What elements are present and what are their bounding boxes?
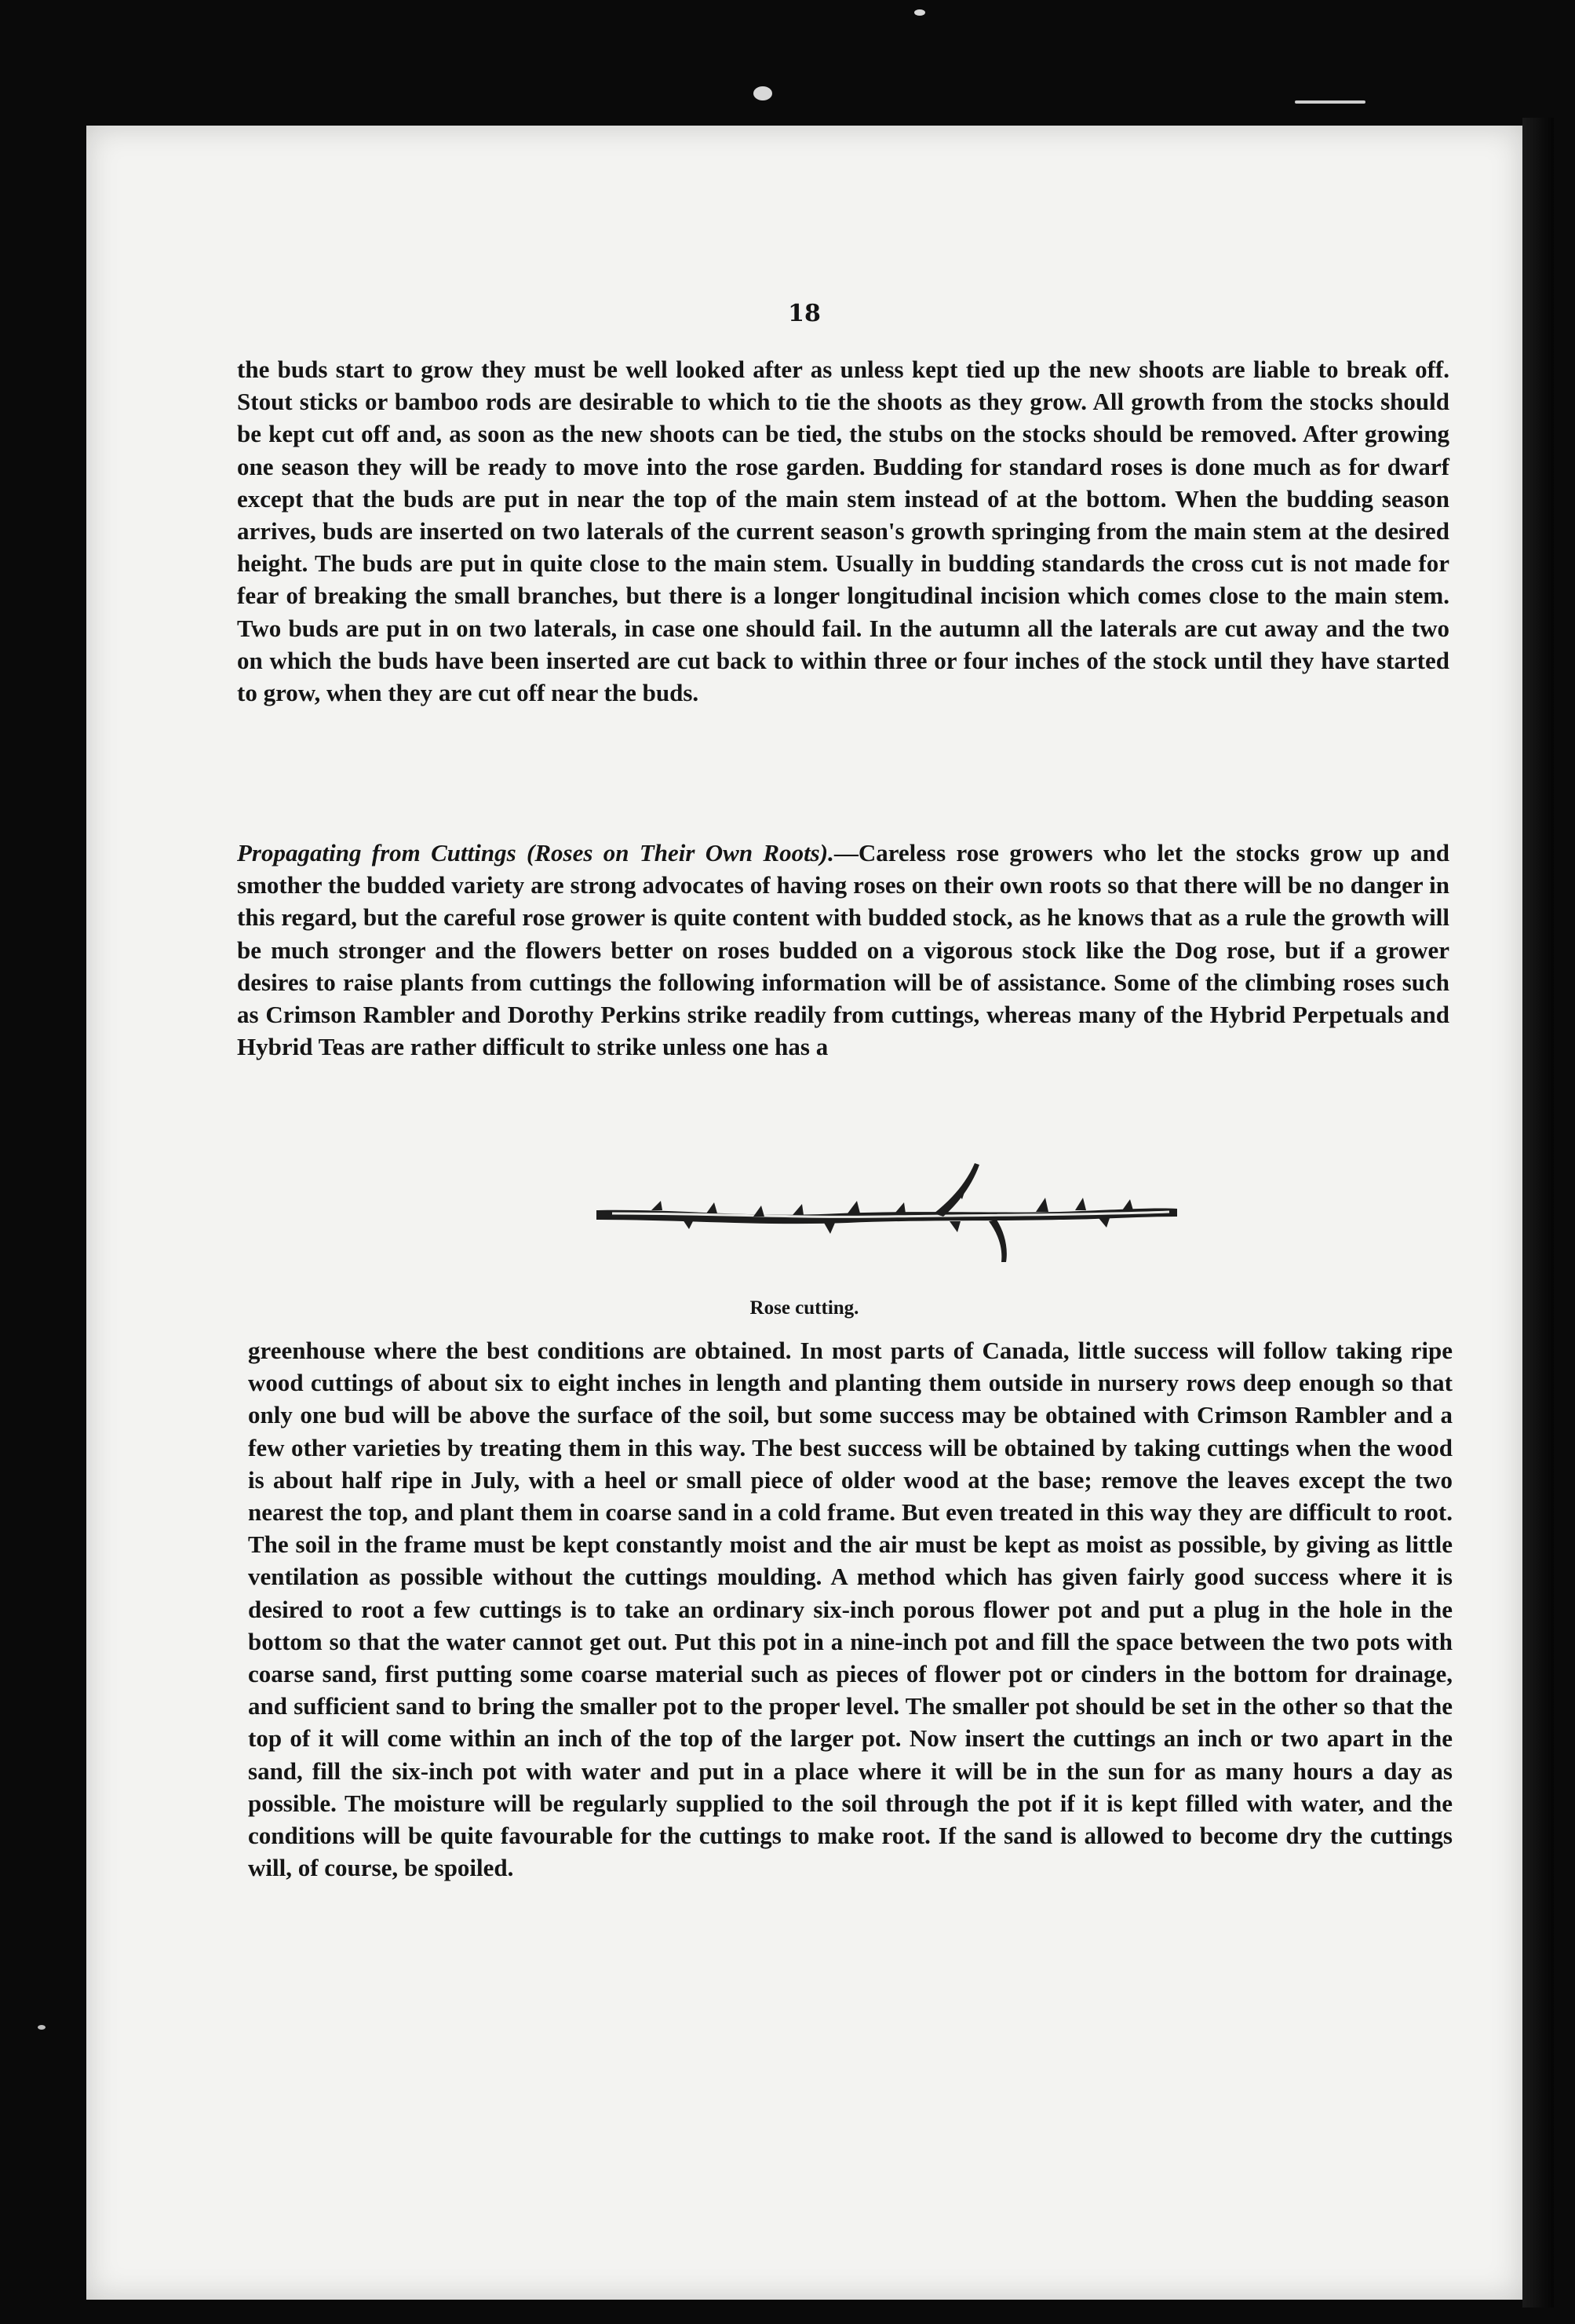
page-edge <box>1522 118 1554 2308</box>
book-page <box>86 126 1522 2300</box>
section-heading: Propagating from Cuttings (Roses on Their Own Roots). <box>237 839 834 866</box>
page-number: 18 <box>788 300 821 327</box>
scan-speck <box>1295 100 1365 104</box>
paragraph-propagating-cuttings <box>237 837 1449 1063</box>
scan-speck <box>38 2025 46 2030</box>
figure-caption: Rose cutting. <box>749 1297 859 1319</box>
paragraph-body: —Careless rose growers who let the stocks grow up and smother the budded variety are strong advocates of having roses on their own roots so that there will be no danger in this regard, but the careful rose grower is quite content with budded stock, as he knows that as a rule the growth will be much stronger and the flowers better on roses budded on a vigorous stock like the Dog rose, but if a grower desires to raise plants from cuttings the following information will be of assistance. Some of the climbing roses such as Crimson Rambler and Dorothy Perkins strike readily from cuttings, whereas many of the Hybrid Perpetuals and Hybrid Teas are rather difficult to strike unless one has a <box>237 839 1450 1061</box>
paragraph-budding-standards: the buds start to grow they must be well looked after as unless kept tied up the new shoots are liable to break off. Stout sticks or bamboo rods are desirable to which to tie the shoots as they grow. All growth from the stocks should be kept cut off and, as soon as the new shoots can be tied, the stubs on the stocks should be removed. After growing one season they will be ready to move into the rose garden. Budding for standard roses is done much as for dwarf except that the buds are put in near the top of the main stem instead of at the bottom. When the budding season arrives, buds are inserted on two laterals of the current season's growth springing from the main stem at the desired height. The buds are put in quite close to the main stem. Usually in budding standards the cross cut is not made for fear of breaking the small branches, but there is a longer longitudinal incision which comes close to the main stem. Two buds are put in on two laterals, in case one should fail. In the autumn all the laterals are cut away and the two on which the buds have been inserted are cut back to within three or four inches of the stock until they have started to grow, when they are cut off near the buds. <box>237 356 1449 707</box>
paragraph-cutting-method: greenhouse where the best conditions are obtained. In most parts of Canada, little success will follow taking ripe wood cuttings of about six to eight inches in length and planting them outside in nursery rows deep enough so that only one bud will be above the surface of the soil, but some success may be obtained with Crimson Rambler and a few other varieties by treating them in this way. The best success will be obtained by taking cuttings when the wood is about half ripe in July, with a heel or small piece of older wood at the base; remove the leaves except the two nearest the top, and plant them in coarse sand in a cold frame. But even treated in this way they are difficult to root. The soil in the frame must be kept constantly moist and the air must be kept as moist as possible, by giving as little ventilation as possible without the cuttings moulding. A method which has given fairly good success where it is desired to root a few cuttings is to take an ordinary six-inch porous flower pot and put a plug in the hole in the bottom so that the water cannot get out. Put this pot in a nine-inch pot and fill the space between the two pots with coarse sand, first putting some coarse material such as pieces of flower pot or cinders in the bottom for drainage, and sufficient sand to bring the smaller pot to the proper level. The smaller pot should be set in the other so that the top of it will come within an inch of the top of the larger pot. Now insert the cuttings an inch or two apart in the sand, fill the six-inch pot with water and put in a place where it will be in the sun for as many hours a day as possible. The moisture will be regularly supplied to the soil through the pot if it is kept filled with water, and the conditions will be quite favourable for the cuttings to make root. If the sand is allowed to become dry the cuttings will, of course, be spoiled. <box>248 1337 1453 1882</box>
scan-speck <box>914 9 925 16</box>
rose-cutting-illustration <box>589 1162 1185 1264</box>
scan-speck <box>753 86 772 100</box>
